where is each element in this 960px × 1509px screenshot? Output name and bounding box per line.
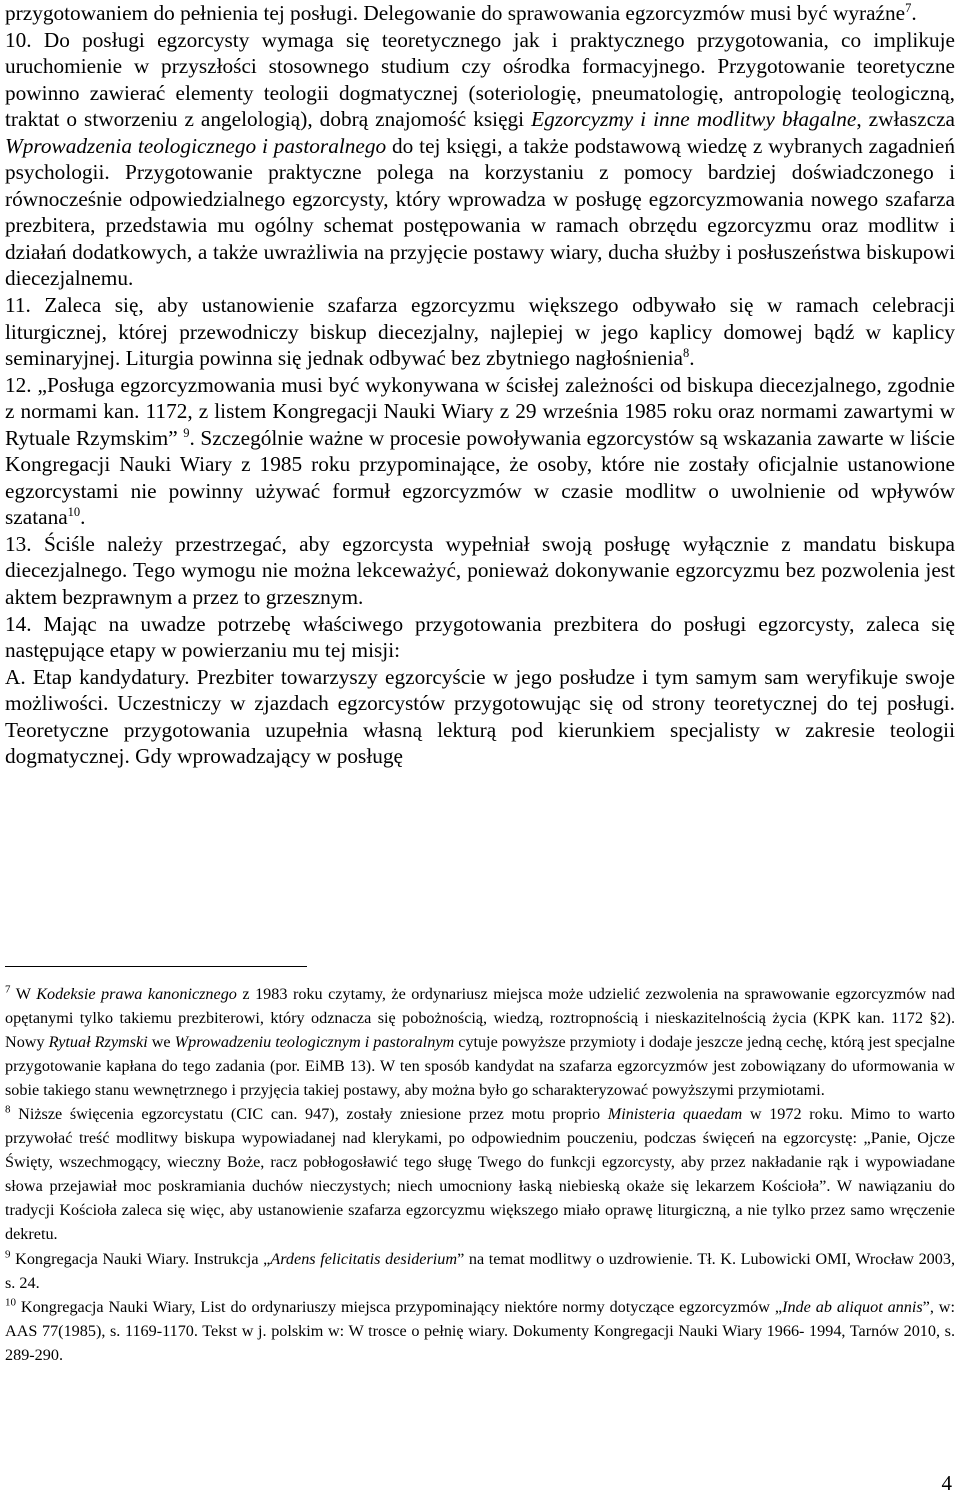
paragraph-12: 12. „Posługa egzorcyzmowania musi być wykonywana w ścisłej zależności od biskupa diecezjalnego, zgodnie z normami kan. 1172, z listem Kongregacji Nauki Wiary z 29 września 1985 roku oraz normami zawartymi w Rytuale Rzymskim” $^9$. Szczególnie ważne w procesie powoływania egzorcystów są wskazania zawarte w liście Kongregacji Nauki Wiary z 1985 roku przypominające, że osoby, które nie zostały oficjalnie ustanowione egzorcystami nie powinny używać formuł egzorcyzmów w czasie modlitw o uwolnienie od wpływów szatana$^{10}$. — [5, 372, 955, 530]
footnote-10: $^{10}$ Kongregacja Nauki Wiary, List do ordynariuszy miejsca przypominający niektóre normy dotyczące egzorcyzmów „Inde ab aliquot annis”, w: AAS 77(1985), s. 1169-1170. Tekst w j. polskim w: W trosce o pełnię wiary. Dokumenty Kongregacji Nauki Wiary 1966- 1994, Tarnów 2010, s. 289-290. — [5, 1296, 955, 1364]
footnote-ref-8[interactable]: 8 — [682, 346, 690, 361]
paragraph-14: 14. Mając na uwadze potrzebę właściwego przygotowania prezbitera do posługi egzorcysty, zaleca się następujące etapy w powierzaniu mu tej misji: — [5, 611, 955, 663]
footnotes — [5, 982, 955, 1367]
main-text — [5, 0, 955, 770]
paragraph-continuation: przygotowaniem do pełnienia tej posługi. Delegowanie do sprawowania egzorcyzmów musi być wyraźne$^7$. — [5, 0, 917, 25]
paragraph-13: 13. Ściśle należy przestrzegać, aby egzorcysta wypełniał swoją posługę wyłącznie z mandatu biskupa diecezjalnego. Tego wymogu nie można lekceważyć, ponieważ dokonywanie egzorcyzmu bez pozwolenia jest aktem bezprawnym a przez to grzesznym. — [5, 531, 955, 610]
footnote-ref-7[interactable]: 7 — [905, 0, 912, 15]
footnote-9: $^9$ Kongregacja Nauki Wiary. Instrukcja „Ardens felicitatis desiderium” na temat modlitwy o uzdrowienie. Tł. K. Lubowicki OMI, Wrocław 2003, s. 24. — [5, 1248, 955, 1292]
footnote-8: $^8$ Niższe święcenia egzorcystatu (CIC can. 947), zostały zniesione przez motu proprio Ministeria quaedam w 1972 roku. Mimo to warto przywołać treść modlitwy biskupa wypowiadanej nad klerykami, po odpowiednim pouczeniu, podczas święceń na egzorcystę: „Panie, Ojcze Święty, wszechmogący, wieczny Boże, racz pobłogosławić tego sługę Twego do funkcji egzorcysty, aby przez nakładanie rąk i wypowiadane słowa przejawiał moc poskramiania duchów nieczystych; niech umocniony łaską niebieską okaże się lekarzem Kościoła”. W nawiązaniu do tradycji Kościoła zaleca się więc, aby ustanowienie szafarza egzorcyzmu większego miało oprawę liturgiczną, a nie tylko przez samo wręczenie dekretu. — [5, 1103, 955, 1244]
book-title-egzorcyzmy: Egzorcyzmy i inne modlitwy błagalne — [531, 107, 857, 132]
footnote-divider — [5, 966, 307, 967]
footnote-ref-9[interactable]: 9 — [183, 425, 190, 440]
page-number: 4 — [941, 1471, 952, 1495]
footnote-7: $^7$ W Kodeksie prawa kanonicznego z 1983 roku czytamy, że ordynariusz miejsca może udzielić zezwolenia na sprawowanie egzorcyzmów nad opętanymi tylko takiemu prezbiterowi, który odznacza się pobożnością, wiedzą, roztropnością i nieskazitelnością życia (KPK kan. 1172 §2). Nowy Rytuał Rzymski we Wprowadzeniu teologicznym i pastoralnym cytuje powyższe przymioty i dodaje jeszcze jedną cechę, którą jest specjalne przygotowanie kapłana do tego zadania (por. EiMB 13). W ten sposób kandydat na szafarza egzorcyzmów jest zobowiązany do uformowania w sobie takiego stanu wewnętrznego i przyjęcia takiej postawy, aby można było go scharakteryzować powyższymi przymiotami. — [5, 983, 955, 1100]
paragraph-11: 11. Zaleca się, aby ustanowienie szafarza egzorcyzmu większego odbywało się w ramach celebracji liturgicznej, której przewodniczy biskup diecezjalny, najlepiej w jego kaplicy domowej bądź w kaplicy seminaryjnej. Liturgia powinna się jednak odbywać bez zbytniego nagłośnienia$^8$. — [5, 293, 955, 371]
footnote-ref-10[interactable]: 10 — [67, 505, 81, 520]
book-title-wprowadzenia: Wprowadzenia teologicznego i pastoralnego — [5, 133, 387, 158]
paragraph-10: 10. Do posługi egzorcysty wymaga się teoretycznego jak i praktycznego przygotowania, co implikuje uruchomienie w przyszłości stosownego studium czy ośrodka formacyjnego. Przygotowanie teoretyczne powinno zawierać elementy teologii dogmatycznej (soteriologię, pneumatologię, antropologię teologiczną, traktat o stworzeniu z angelologią), dobrą znajomość księgi Egzorcyzmy i inne modlitwy błagalne, zwłaszcza Wprowadzenia teologicznego i pastoralnego do tej księgi, a także podstawową wiedzę z wybranych zagadnień psychologii. Przygotowanie praktyczne polega na korzystaniu z pomocy bardziej doświadczonego i równocześnie odpowiedzialnego egzorcysty, który wprowadza w posługę egzorcyzmowania nowego szafarza prezbitera, przedstawia mu ogólny schemat postępowania w ramach obrzędu egzorcyzmu oraz modlitw i działań dodatkowych, a także uwrażliwia na przyjęcie postawy wiary, ducha służby i posłuszeństwa biskupowi diecezjalnemu. — [5, 27, 955, 291]
paragraph-a: A. Etap kandydatury. Prezbiter towarzyszy egzorcyście w jego posłudze i tym samym sam weryfikuje swoje możliwości. Uczestniczy w zjazdach egzorcystów przygotowując się od strony teoretycznej do tej posługi. Teoretyczne przygotowania uzupełnia własną lekturą pod kierunkiem specjalisty w zakresie teologii dogmatycznej. Gdy wprowadzający w posługę — [5, 664, 955, 769]
